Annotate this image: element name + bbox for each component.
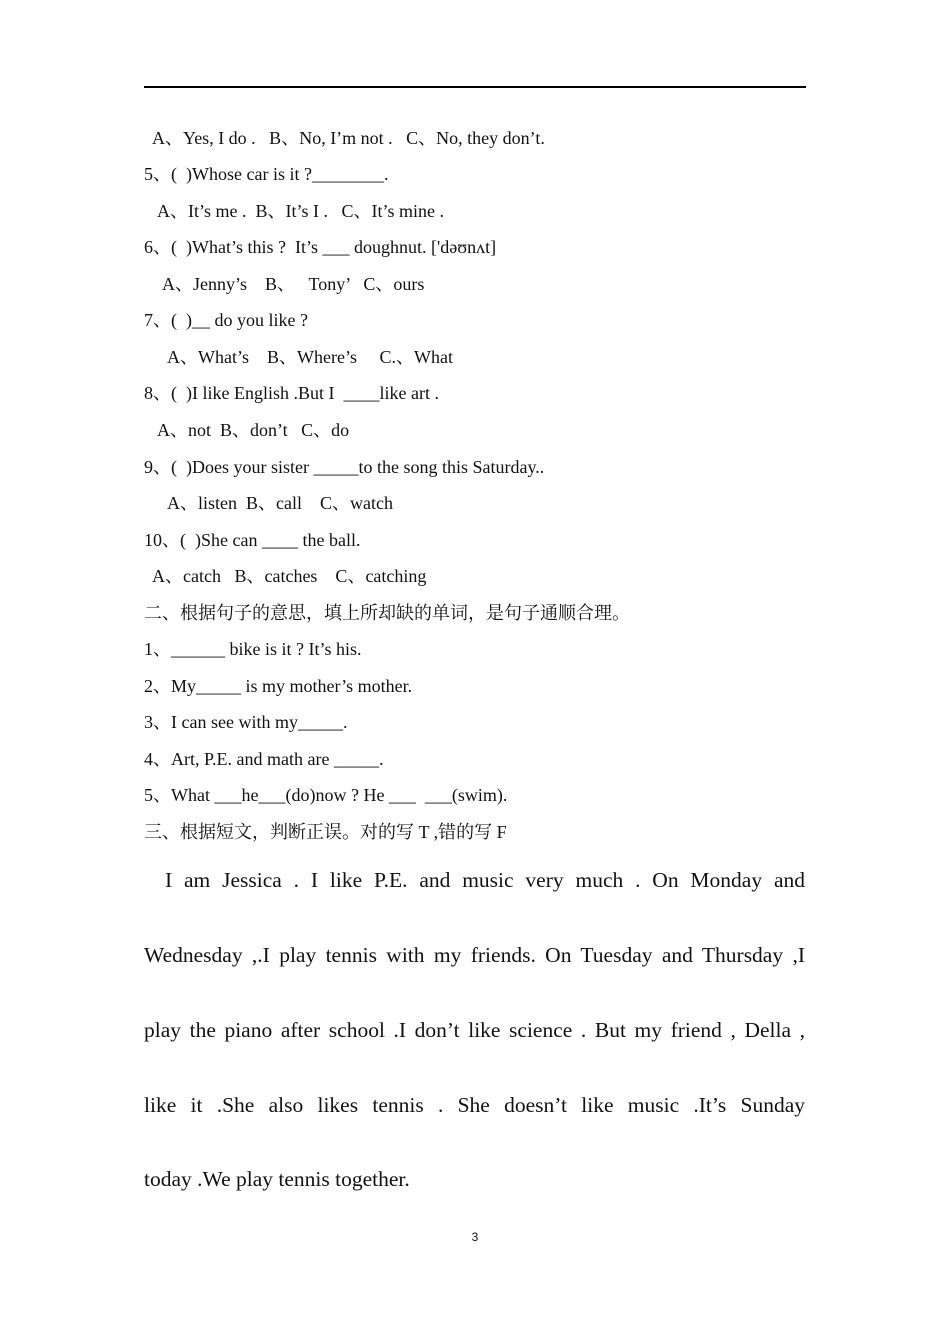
- question-9: 9、( )Does your sister _____to the song this Saturday..: [144, 457, 545, 477]
- section-2-heading: 二、根据句子的意思，填上所却缺的单词，是句子通顺合理。: [144, 603, 630, 623]
- fill-item: 4、Art, P.E. and math are _____.: [144, 749, 384, 769]
- q7-options: A、What’s B、Where’s C.、What: [167, 347, 453, 367]
- passage-line: play the piano after school .I don’t like science . But my friend , Della ,: [144, 1018, 805, 1042]
- q5-options: A、It’s me . B、It’s I . C、It’s mine .: [157, 201, 444, 221]
- question-7: 7、( )__ do you like ?: [144, 310, 308, 330]
- q9-options: A、listen B、call C、watch: [167, 493, 393, 513]
- passage-line: I am Jessica . I like P.E. and music very much . On Monday and: [165, 868, 805, 892]
- q6-options: A、Jenny’s B、 Tony’ C、ours: [162, 274, 425, 294]
- question-8: 8、( )I like English .But I ____like art .: [144, 383, 439, 403]
- q10-options: A、catch B、catches C、catching: [152, 566, 427, 586]
- fill-item: 1、______ bike is it ? It’s his.: [144, 639, 362, 659]
- fill-item: 5、What ___he___(do)now ? He ___ ___(swim).: [144, 785, 508, 805]
- header-rule: [144, 86, 806, 88]
- question-5: 5、( )Whose car is it ?________.: [144, 164, 389, 184]
- page-number: 3: [471, 1230, 479, 1244]
- q4-options: A、Yes, I do . B、No, I’m not . C、No, they don’t.: [152, 128, 545, 148]
- section-3-heading: 三、根据短文，判断正误。对的写 T ,错的写 F: [144, 822, 507, 842]
- question-6: 6、( )What’s this ? It’s ___ doughnut. ['dəʊnʌt]: [144, 237, 497, 257]
- q8-options: A、not B、don’t C、do: [157, 420, 350, 440]
- passage-line: like it .She also likes tennis . She doesn’t like music .It’s Sunday: [144, 1093, 805, 1117]
- fill-item: 3、I can see with my_____.: [144, 712, 348, 732]
- question-10: 10、( )She can ____ the ball.: [144, 530, 361, 550]
- passage-line: today .We play tennis together.: [144, 1167, 410, 1191]
- passage-line: Wednesday ,.I play tennis with my friends. On Tuesday and Thursday ,I: [144, 943, 805, 967]
- fill-item: 2、My_____ is my mother’s mother.: [144, 676, 413, 696]
